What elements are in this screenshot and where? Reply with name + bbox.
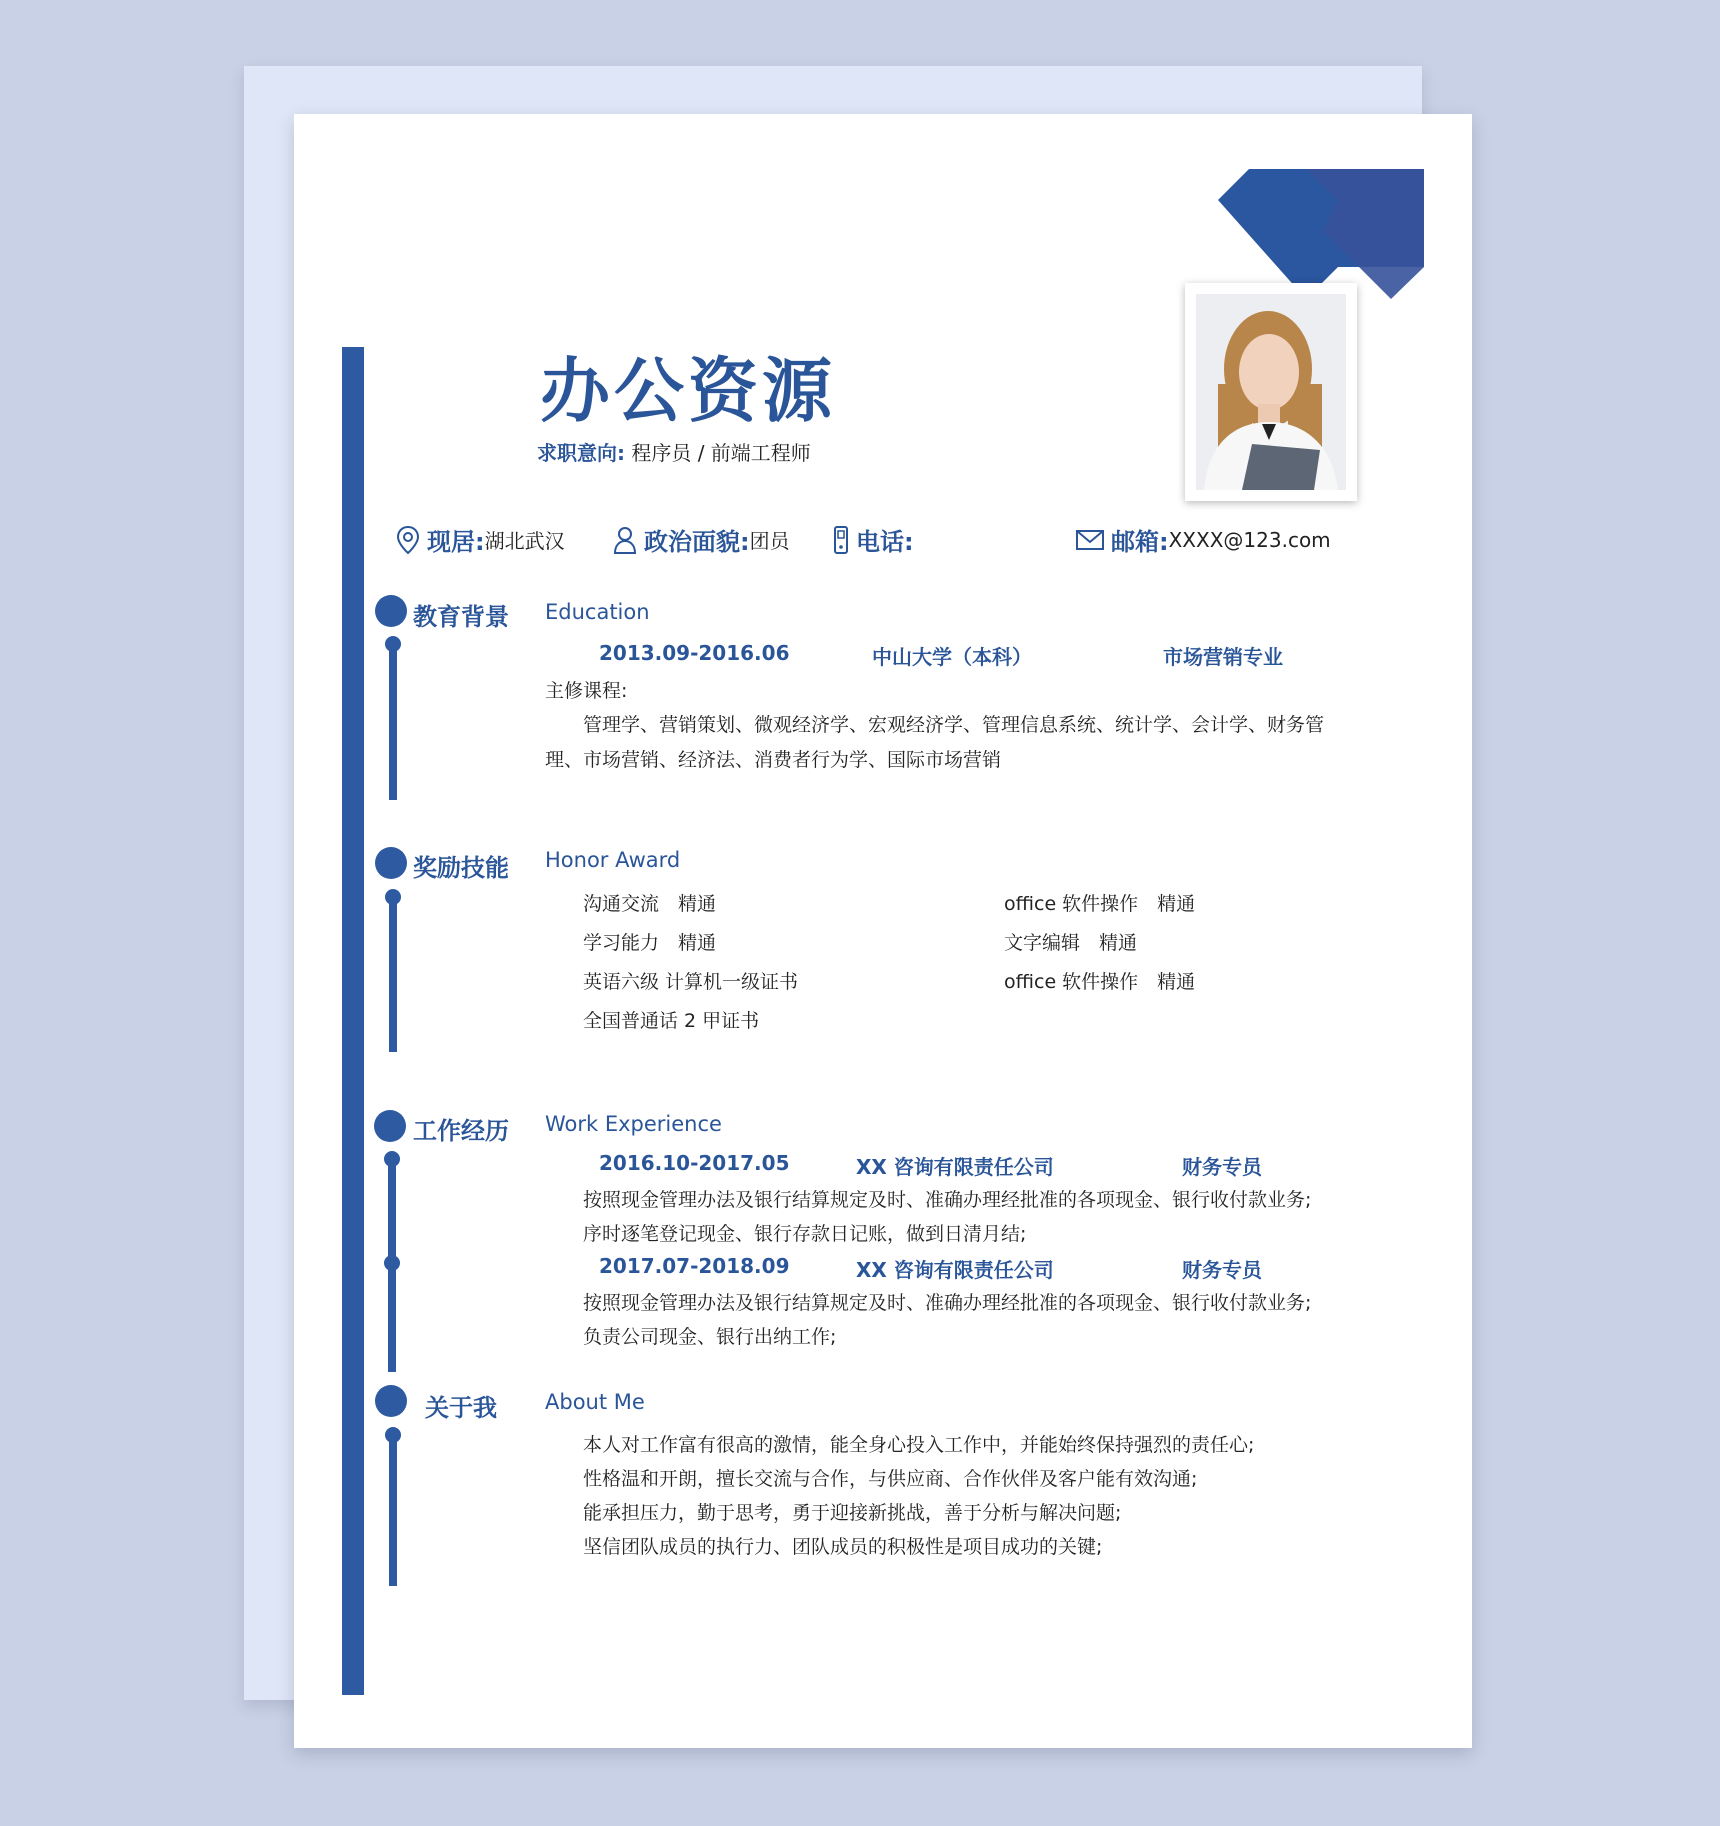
skills-title-en: Honor Award	[545, 848, 681, 872]
email-label: 邮箱:	[1111, 528, 1169, 556]
side-accent-bar	[342, 347, 364, 1695]
job-company: XX 咨询有限责任公司	[856, 1258, 1054, 1282]
avatar	[1196, 294, 1346, 490]
email-icon	[1075, 528, 1105, 552]
email-info	[1075, 522, 1331, 557]
skills-title: 奖励技能	[413, 854, 509, 882]
job-description: 按照现金管理办法及银行结算规定及时、准确办理经批准的各项现金、银行收付款业务;	[583, 1292, 1312, 1314]
job-description: 序时逐笔登记现金、银行存款日记账，做到日清月结;	[583, 1223, 1027, 1245]
phone-info	[832, 522, 914, 557]
location-info	[395, 522, 565, 557]
skill-item: 沟通交流 精通	[583, 893, 717, 915]
section-dot	[375, 847, 407, 879]
job-position: 财务专员	[1182, 1155, 1262, 1179]
about-line: 本人对工作富有很高的激情，能全身心投入工作中，并能始终保持强烈的责任心;	[583, 1434, 1255, 1456]
job-period: 2016.10-2017.05	[599, 1151, 790, 1175]
timeline-line	[389, 900, 397, 1052]
about-line: 坚信团队成员的执行力、团队成员的积极性是项目成功的关键;	[583, 1536, 1103, 1558]
phone-icon	[832, 525, 850, 555]
education-title-en: Education	[545, 600, 650, 624]
skill-item: 文字编辑 精通	[1004, 932, 1138, 954]
location-value: 湖北武汉	[484, 529, 565, 553]
about-title: 关于我	[425, 1394, 497, 1422]
political-label: 政治面貌:	[644, 528, 750, 556]
job-description: 负责公司现金、银行出纳工作;	[583, 1326, 837, 1348]
skill-item: 全国普通话 2 甲证书	[583, 1010, 760, 1032]
work-title-en: Work Experience	[545, 1112, 722, 1136]
location-pin-icon	[395, 525, 421, 555]
job-position: 财务专员	[1182, 1258, 1262, 1282]
section-dot	[374, 1110, 406, 1142]
political-value: 团员	[749, 529, 790, 553]
education-major: 市场营销专业	[1163, 645, 1283, 669]
page-title: 办公资源	[540, 350, 836, 432]
work-title: 工作经历	[413, 1117, 509, 1145]
education-period: 2013.09-2016.06	[599, 641, 790, 665]
timeline-line	[389, 1438, 397, 1586]
email-value[interactable]: XXXX@123.com	[1168, 527, 1331, 552]
courses-line: 管理学、营销策划、微观经济学、宏观经济学、管理信息系统、统计学、会计学、财务管	[583, 714, 1325, 736]
courses-line: 理、市场营销、经济法、消费者行为学、国际市场营销	[545, 749, 1002, 771]
phone-label: 电话:	[856, 528, 914, 556]
profile-photo	[1185, 283, 1357, 501]
skill-item: 英语六级 计算机一级证书	[583, 971, 799, 993]
courses-label: 主修课程:	[545, 680, 628, 702]
job-intent	[537, 437, 811, 466]
corner-decoration-icon	[1218, 169, 1424, 299]
about-line: 能承担压力，勤于思考，勇于迎接新挑战，善于分析与解决问题;	[583, 1502, 1122, 1524]
section-dot	[375, 595, 407, 627]
skill-item: 学习能力 精通	[583, 932, 717, 954]
location-label: 现居:	[427, 528, 485, 556]
job-period: 2017.07-2018.09	[599, 1254, 790, 1278]
about-line: 性格温和开朗，擅长交流与合作，与供应商、合作伙伴及客户能有效沟通;	[583, 1468, 1198, 1490]
about-title-en: About Me	[545, 1390, 645, 1414]
job-description: 按照现金管理办法及银行结算规定及时、准确办理经批准的各项现金、银行收付款业务;	[583, 1189, 1312, 1211]
job-company: XX 咨询有限责任公司	[856, 1155, 1054, 1179]
timeline-dot	[384, 1255, 400, 1271]
education-title: 教育背景	[413, 603, 509, 631]
job-intent-value: 程序员 / 前端工程师	[631, 441, 811, 465]
skill-item: office 软件操作 精通	[1004, 893, 1196, 915]
timeline-line	[389, 648, 397, 800]
section-dot	[375, 1385, 407, 1417]
skill-item: office 软件操作 精通	[1004, 971, 1196, 993]
person-icon	[612, 525, 638, 555]
political-info	[612, 522, 790, 557]
education-school: 中山大学（本科）	[872, 645, 1032, 669]
job-intent-label: 求职意向:	[537, 441, 625, 465]
